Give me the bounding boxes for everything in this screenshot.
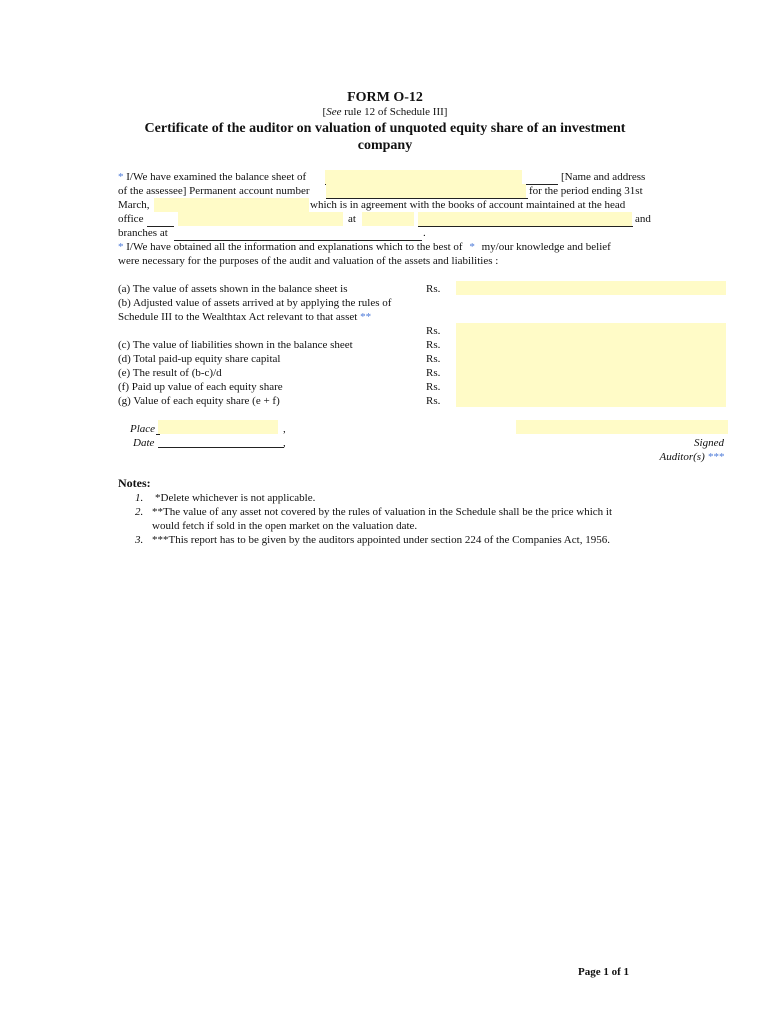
assessee-name-field[interactable]	[325, 170, 522, 184]
item-b-text: Schedule III to the Wealthtax Act relevant to that asset	[118, 311, 358, 323]
item-f-value-field[interactable]	[456, 379, 726, 393]
note-1-number: 1.	[135, 492, 144, 504]
item-d-value-field[interactable]	[456, 351, 726, 365]
para2-line2: were necessary for the purposes of the audit and valuation of the assets and liabilities :	[118, 255, 499, 267]
para1-at: at	[348, 213, 356, 225]
note-2-text-2: would fetch if sold in the open market on the valuation date.	[152, 520, 418, 532]
item-g-label: (g) Value of each equity share (e + f)	[118, 395, 280, 407]
triple-asterisk-marker: ***	[707, 451, 724, 463]
item-c-value-field[interactable]	[456, 337, 726, 351]
auditors-text: Auditor(s)	[659, 451, 705, 463]
item-c-rs: Rs.	[426, 339, 441, 351]
double-asterisk-marker: **	[360, 311, 372, 323]
date-underline	[158, 447, 284, 448]
para2-text-a: I/We have obtained all the information and explanations which to the best of	[126, 241, 463, 253]
item-e-label: (e) The result of (b-c)/d	[118, 367, 222, 379]
signature-field[interactable]	[516, 420, 728, 434]
para1-line3-end: which is in agreement with the books of account maintained at the head	[310, 199, 626, 211]
period-date-field[interactable]	[154, 198, 309, 212]
place-field[interactable]	[158, 420, 278, 434]
page-number: Page 1 of 1	[578, 966, 630, 978]
item-b-value-field[interactable]	[456, 323, 726, 337]
item-b-label-1: (b) Adjusted value of assets arrived at by applying the rules of	[118, 297, 392, 309]
head-office-underline	[418, 226, 633, 227]
note-3-text: ***This report has to be given by the auditors appointed under section 224 of the Companies Act, 1956.	[152, 534, 610, 546]
para1-and: and	[635, 213, 651, 225]
date-comma: ,	[283, 437, 286, 449]
para2-line1	[118, 241, 611, 254]
subtitle-see: See	[326, 106, 342, 118]
item-e-value-field[interactable]	[456, 365, 726, 379]
note-3-number: 3.	[135, 534, 144, 546]
asterisk-marker: *	[469, 241, 475, 253]
note-2-text-1: **The value of any asset not covered by the rules of valuation in the Schedule shall be the price which it	[152, 506, 613, 518]
item-d-label: (d) Total paid-up equity share capital	[118, 353, 281, 365]
place-underline	[156, 434, 160, 435]
item-c-label: (c) The value of liabilities shown in the balance sheet	[118, 339, 353, 351]
item-a-label: (a) The value of assets shown in the balance sheet is	[118, 283, 348, 295]
note-2-number: 2.	[135, 506, 144, 518]
para1-line2-start: of the assessee] Permanent account number	[118, 185, 310, 197]
item-g-rs: Rs.	[426, 395, 441, 407]
form-title: FORM O-12	[347, 90, 423, 105]
head-office-address-field[interactable]	[418, 212, 632, 226]
subtitle-bracket: [	[322, 106, 327, 118]
para1-line5-start: branches at	[118, 227, 168, 239]
para1-line2-end: for the period ending 31st	[529, 185, 643, 197]
item-e-rs: Rs.	[426, 367, 441, 379]
subtitle-rest: rule 12 of Schedule III]	[341, 106, 448, 118]
item-f-label: (f) Paid up value of each equity share	[118, 381, 283, 393]
note-1-text: *Delete whichever is not applicable.	[155, 492, 316, 504]
pan-field[interactable]	[326, 184, 526, 198]
item-b-rs: Rs.	[426, 325, 441, 337]
signed-label: Signed	[694, 437, 724, 449]
auditors-label	[660, 451, 724, 464]
para1-period: .	[423, 227, 426, 239]
item-f-rs: Rs.	[426, 381, 441, 393]
item-a-rs: Rs.	[426, 283, 441, 295]
place-label: Place	[130, 423, 156, 435]
item-d-rs: Rs.	[426, 353, 441, 365]
asterisk-marker: *	[118, 241, 124, 253]
form-subtitle	[0, 106, 770, 118]
place-comma: ,	[283, 423, 286, 435]
para1-line1-start	[118, 171, 306, 184]
item-a-value-field[interactable]	[456, 281, 726, 295]
para1-line4-start: office	[118, 213, 144, 225]
form-heading-line1: Certificate of the auditor on valuation of unquoted equity share of an investment	[144, 121, 626, 136]
item-g-value-field[interactable]	[456, 393, 726, 407]
para1-line1-end: [Name and address	[561, 171, 646, 183]
head-office-place-field[interactable]	[362, 212, 414, 226]
date-label: Date	[133, 437, 155, 449]
para2-text-b: my/our knowledge and belief	[481, 241, 611, 253]
para1-text: I/We have examined the balance sheet of	[126, 171, 307, 183]
item-b-label-2	[118, 311, 371, 324]
notes-heading: Notes:	[118, 476, 151, 490]
head-office-field[interactable]	[178, 212, 343, 226]
para1-line3-start: March,	[118, 199, 150, 211]
asterisk-marker: *	[118, 171, 124, 183]
form-heading-line2: company	[357, 138, 413, 153]
